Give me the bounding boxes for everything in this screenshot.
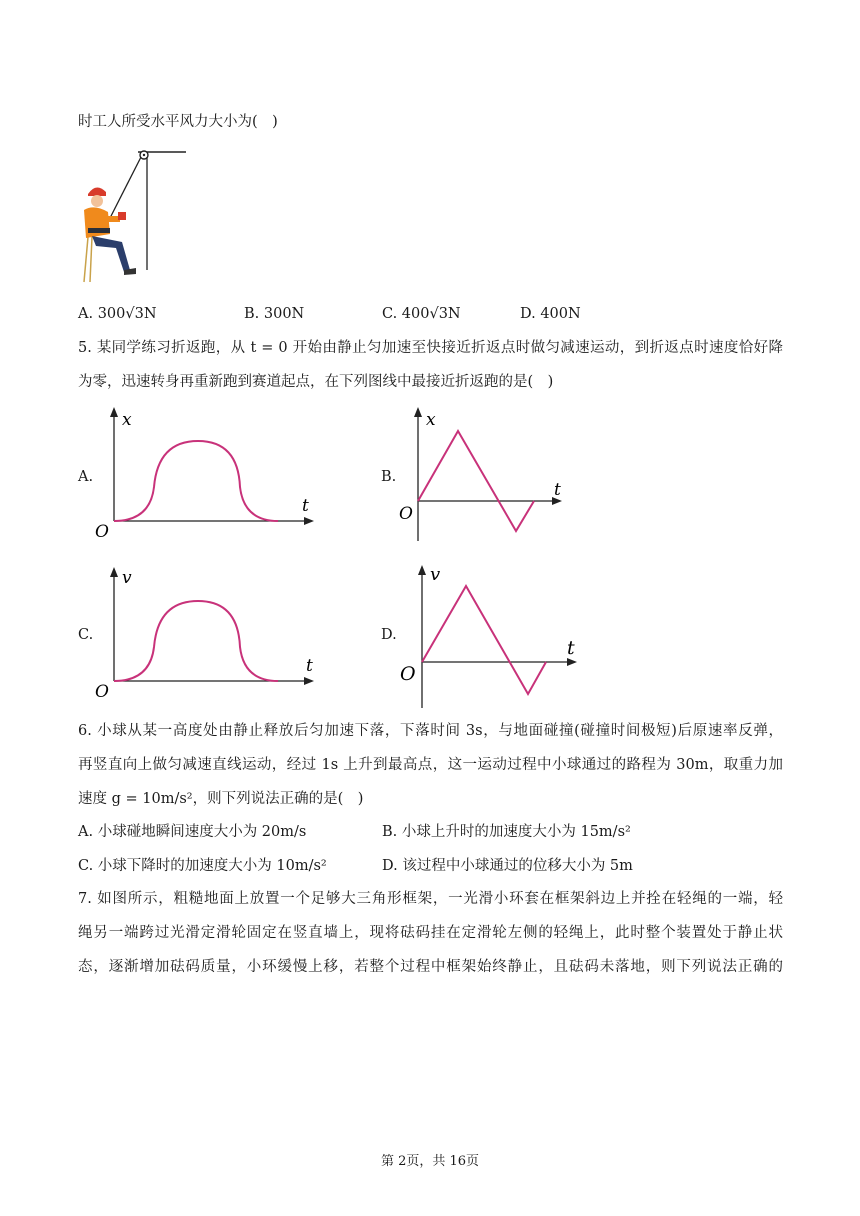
q6-stem-line3: 速度 g = 10m/s²，则下列说法正确的是( ) [78,791,364,807]
q5-graph-b-curve [418,431,534,531]
q5-graph-b [396,405,571,545]
q5-graph-d-y-label: v [430,564,441,585]
q5-graph-b-origin: O [399,504,413,524]
q5-stem-line1: 5. 某同学练习折返跑，从 t = 0 开始由静止匀加速至快接近折返点时做匀减速运动，到折返点时速度恰好降 [78,340,783,356]
q4-option-b: B. 300N [244,306,305,322]
q5-graph-a-x-label: t [302,496,309,516]
q7-stem-line1: 7. 如图所示，粗糙地面上放置一个足够大三角形框架，一光滑小环套在框架斜边上并拴在轻绳的一端，轻 [78,891,783,907]
q5-graph-a-origin: O [95,522,109,542]
q6-stem-line1: 6. 小球从某一高度处由静止释放后匀加速下落，下落时间 3s，与地面碰撞(碰撞时间极短)后原速率反弹， [78,723,783,739]
q5-graph-c-x-label: t [306,656,313,676]
q5-graph-c-label: C. [78,627,94,643]
q5-graph-c [92,565,322,705]
q5-graph-b-y-label: x [426,410,436,430]
q5-graph-c-curve [114,601,278,681]
q7-stem-line3: 态，逐渐增加砝码质量，小环缓慢上移，若整个过程中框架始终静止，且砝码未落地，则下列说法正确的 [78,959,783,975]
q5-graph-a-y-label: x [122,410,132,430]
q5-graph-b-x-label: t [554,480,561,500]
worker-rope-illustration [78,142,190,284]
q5-graph-c-origin: O [95,682,109,702]
q4-stem-tail: 时工人所受水平风力大小为( ) [78,114,278,130]
q6-stem-line2: 再竖直向上做匀减速直线运动，经过 1s 上升到最高点，这一运动过程中小球通过的路程为 30m，取重力加 [78,757,783,773]
q5-graph-d-x-label: t [567,637,575,659]
q4-option-c: C. 400√3N [382,306,461,322]
q5-graph-c-y-label: v [122,568,132,588]
q5-graph-a [92,405,322,545]
q5-stem-line2: 为零，迅速转身再重新跑到赛道起点，在下列图线中最接近折返跑的是( ) [78,374,554,390]
q6-option-b: B. 小球上升时的加速度大小为 15m/s² [382,824,631,840]
q5-graph-d [396,562,586,710]
q5-graph-a-curve [114,441,278,521]
q7-stem-line2: 绳另一端跨过光滑定滑轮固定在竖直墙上，现将砝码挂在定滑轮左侧的轻绳上，此时整个装置处于静止状 [78,925,783,941]
q4-option-a: A. 300√3N [78,306,157,322]
q5-graph-b-label: B. [381,469,397,485]
q5-graph-d-label: D. [381,627,397,643]
q6-option-d: D. 该过程中小球通过的位移大小为 5m [382,858,633,874]
q4-option-d: D. 400N [520,306,581,322]
page-footer: 第 2页，共 16页 [380,1154,480,1169]
q5-graph-d-curve [422,586,546,694]
q5-graph-a-label: A. [78,469,94,485]
q5-graph-d-origin: O [400,663,416,685]
q6-option-a: A. 小球碰地瞬间速度大小为 20m/s [78,824,307,840]
q6-option-c: C. 小球下降时的加速度大小为 10m/s² [78,858,327,874]
